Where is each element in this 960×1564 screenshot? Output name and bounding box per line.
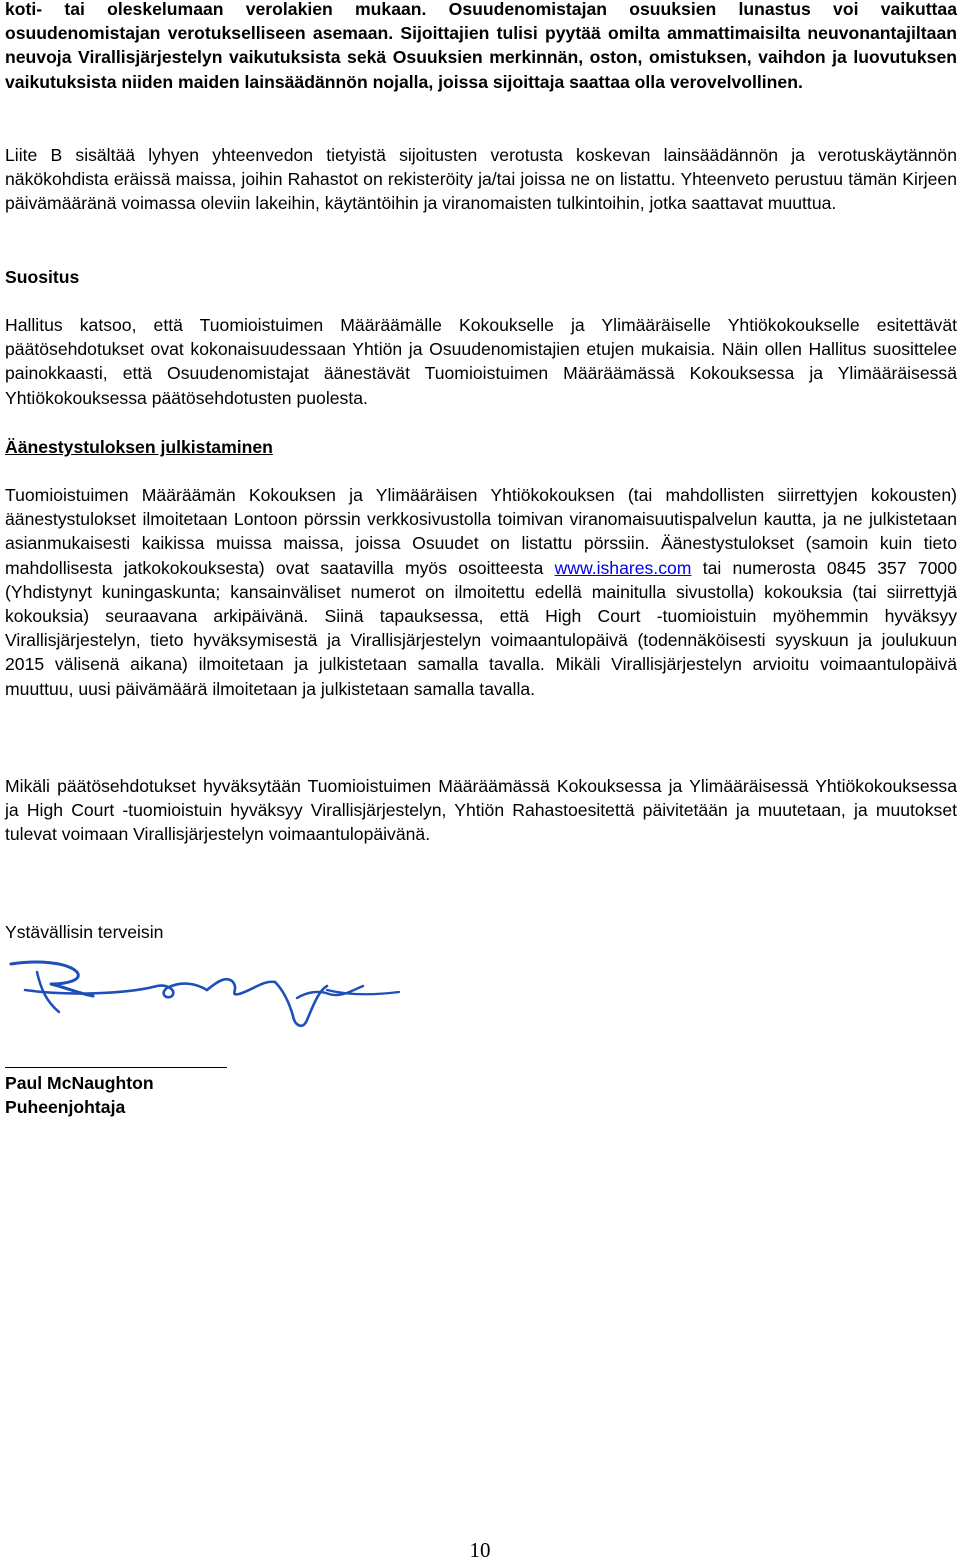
recommendation-heading: Suositus — [5, 267, 80, 287]
closing-salutation: Ystävällisin terveisin — [5, 922, 164, 942]
results-text-after-link: tai numerosta 0845 357 7000 (Yhdistynyt kuningaskunta; kansainväliset numerot on ilmoitettu edellä mainitulla sivustolla) kokouksia (tai siirrettyjä kokouksia) seuraavana arkipäivänä. Siinä tapauksessa, että High Court -tuomioistuin myöhemmin hyväksyy Virallisjärjestelyn, tieto hyväksymisestä ja Virallisjärjestelyn voimaantulopäivä (todennäköisesti syyskuun ja joulukuun 2015 välisenä aikana) ilmoitetaan ja julkistetaan samalla tavalla. Mikäli Virallisjärjestelyn arvioitu voimaantulopäivä muuttuu, uusi päivämäärä ilmoitetaan ja julkistetaan samalla tavalla. — [5, 557, 957, 699]
signer-title: Puheenjohtaja — [5, 1097, 126, 1117]
appendix-b-paragraph: Liite B sisältää lyhyen yhteenvedon tietyistä sijoitusten verotusta koskevan lainsäädännön ja verotuskäytännön näkökohdista eräissä maissa, joihin Rahastot on rekisteröity ja/tai joissa ne on listattu. Yhteenveto perustuu tämän Kirjeen päivämääränä voimassa oleviin lakeihin, käytäntöihin ja viranomaisten tulkintoihin, jotka saattavat muuttua. — [5, 145, 957, 214]
signature-image — [7, 950, 407, 1040]
page-number: 10 — [469, 1538, 491, 1562]
tax-warning-paragraph: koti- tai oleskelumaan verolakien mukaan. Osuudenomistajan osuuksien lunastus voi vaikuttaa osuudenomistajan verotukselliseen asemaan. Sijoittajien tulisi pyytää omilta ammattimaisilta neuvonantajiltaan neuvoja Virallisjärjestelyn vaikutuksista sekä Osuuksien merkinnän, oston, omistuksen, vaihdon ja luovutuksen vaikutuksista niiden maiden lainsäädännön nojalla, joissa sijoittaja saattaa olla verovelvollinen. — [5, 0, 957, 92]
approval-paragraph: Mikäli päätösehdotukset hyväksytään Tuomioistuimen Määräämässä Kokouksessa ja Ylimääräisessä Yhtiökokouksessa ja High Court -tuomioistuin hyväksyy Virallisjärjestelyn, Yhtiön Rahastoesitettä päivitetään ja muutetaan, ja muutokset tulevat voimaan Virallisjärjestelyn voimaantulopäivänä. — [5, 776, 957, 845]
recommendation-paragraph: Hallitus katsoo, että Tuomioistuimen Määräämälle Kokoukselle ja Ylimääräiselle Yhtiökokoukselle esitettävät päätösehdotukset ovat kokonaisuudessaan Yhtiön ja Osuudenomistajien etujen mukaisia. Näin ollen Hallitus suosittelee painokkaasti, että Osuudenomistajat äänestävät Tuomioistuimen Määräämässä Kokouksessa ja Ylimääräisessä Yhtiökokouksessa päätösehdotusten puolesta. — [5, 315, 957, 408]
results-text-before-link: Tuomioistuimen Määräämän Kokouksen ja Ylimääräisen Yhtiökokouksen (tai mahdollisten siirrettyjen kokousten) äänestystulokset ilmoitetaan Lontoon pörssin verkkosivustolla toimivan viranomaisuutispalvelun kautta, ja ne julkistetaan asianmukaisesti kaikissa muissa maissa, joissa Osuudet on listattu pörssiin. Äänestystulokset (samoin kuin tieto mahdollisesta jatkokokouksesta) ovat saatavilla myös osoitteesta — [5, 485, 957, 578]
ishares-link[interactable]: www.ishares.com — [554, 557, 692, 578]
signature-line — [5, 1067, 227, 1068]
results-paragraph — [5, 483, 957, 701]
signer-name: Paul McNaughton — [5, 1073, 154, 1093]
results-heading: Äänestystuloksen julkistaminen — [5, 437, 273, 457]
